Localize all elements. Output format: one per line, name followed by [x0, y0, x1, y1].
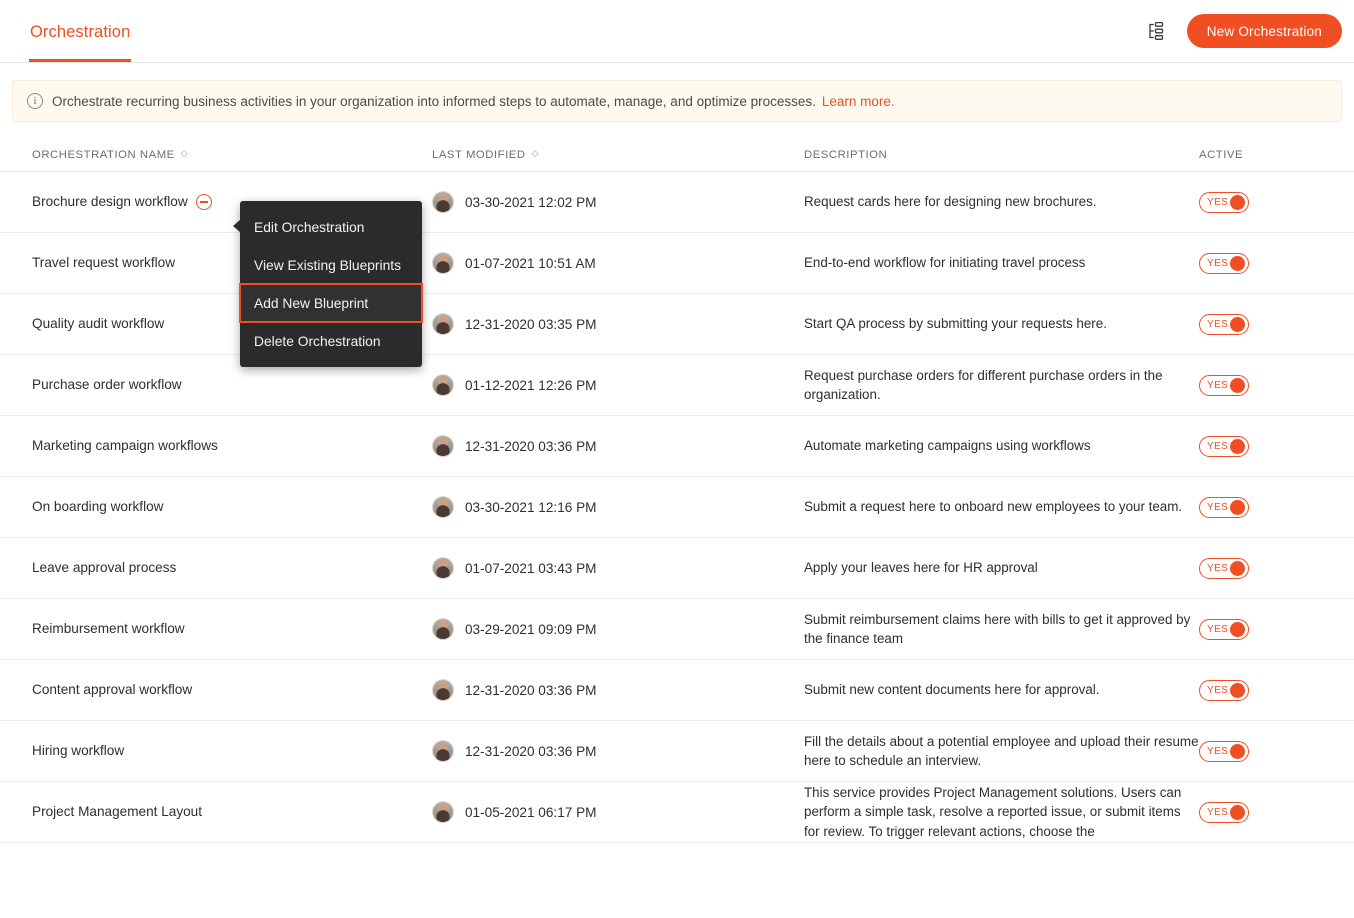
last-modified-label: 01-12-2021 12:26 PM: [465, 377, 597, 393]
orchestration-name-label[interactable]: Content approval workflow: [32, 681, 193, 697]
orchestration-name-label[interactable]: Reimbursement workflow: [32, 620, 185, 636]
table-row[interactable]: [0, 172, 1354, 233]
sort-icon[interactable]: ◇: [531, 148, 540, 158]
cell-description: Submit new content documents here for approval.: [804, 682, 1100, 698]
cell-last-modified: [432, 557, 804, 579]
orchestration-name-label[interactable]: Leave approval process: [32, 559, 177, 575]
toggle-knob: [1230, 256, 1245, 271]
cell-last-modified: [432, 618, 804, 640]
avatar: [432, 313, 454, 335]
active-toggle-label: YES: [1207, 501, 1229, 513]
avatar: [432, 618, 454, 640]
list-settings-icon[interactable]: [1143, 18, 1169, 44]
toggle-knob: [1230, 561, 1245, 576]
sort-icon[interactable]: ◇: [180, 148, 189, 158]
cell-description: Request purchase orders for different purchase orders in the organization.: [804, 367, 1163, 402]
toggle-knob: [1230, 805, 1245, 820]
active-toggle-label: YES: [1207, 318, 1229, 330]
table-row[interactable]: [0, 660, 1354, 721]
active-toggle-label: YES: [1207, 562, 1229, 574]
orchestration-table: [0, 138, 1354, 843]
table-header-row: [0, 138, 1354, 172]
active-toggle[interactable]: [1199, 314, 1249, 335]
table-row[interactable]: [0, 294, 1354, 355]
active-toggle[interactable]: [1199, 741, 1249, 762]
active-toggle-label: YES: [1207, 623, 1229, 635]
cell-orchestration-name: [12, 803, 432, 821]
orchestration-name-label[interactable]: Hiring workflow: [32, 742, 125, 758]
table-row[interactable]: [0, 355, 1354, 416]
column-label: LAST MODIFIED: [432, 148, 526, 161]
table-body: [0, 172, 1354, 843]
cell-orchestration-name: [12, 620, 432, 638]
active-toggle[interactable]: [1199, 436, 1249, 457]
learn-more-link[interactable]: Learn more.: [821, 93, 895, 109]
cell-last-modified: [432, 740, 804, 762]
cell-orchestration-name: [12, 742, 432, 760]
orchestration-name-label[interactable]: Travel request workflow: [32, 254, 176, 270]
cell-active: [1199, 436, 1334, 457]
last-modified-label: 12-31-2020 03:36 PM: [465, 682, 597, 698]
page-header: [0, 0, 1354, 63]
context-menu-item[interactable]: Add New Blueprint: [240, 284, 422, 322]
toggle-knob: [1230, 744, 1245, 759]
header-actions: [1143, 14, 1342, 48]
cell-last-modified: [432, 435, 804, 457]
cell-orchestration-name: [12, 376, 432, 394]
orchestration-name-label[interactable]: Brochure design workflow: [32, 193, 188, 209]
cell-last-modified: [432, 679, 804, 701]
cell-active: [1199, 375, 1334, 396]
cell-description: Submit a request here to onboard new employees to your team.: [804, 499, 1183, 515]
cell-active: [1199, 558, 1334, 579]
active-toggle-label: YES: [1207, 684, 1229, 696]
last-modified-label: 01-05-2021 06:17 PM: [465, 804, 597, 820]
tab-orchestration[interactable]: [30, 1, 130, 62]
table-row[interactable]: [0, 721, 1354, 782]
context-menu-item[interactable]: View Existing Blueprints: [254, 257, 401, 273]
active-toggle-label: YES: [1207, 379, 1229, 391]
cell-description: Automate marketing campaigns using workflows: [804, 438, 1091, 454]
last-modified-label: 12-31-2020 03:36 PM: [465, 743, 597, 759]
active-toggle[interactable]: [1199, 497, 1249, 518]
menu-caret: [233, 219, 241, 233]
cell-last-modified: [432, 374, 804, 396]
active-toggle[interactable]: [1199, 680, 1249, 701]
cell-active: [1199, 619, 1334, 640]
orchestration-name-label[interactable]: On boarding workflow: [32, 498, 164, 514]
avatar: [432, 252, 454, 274]
cell-description: This service provides Project Management solutions. Users can perform a simple task, resolve a reported issue, or submit items for review. To trigger relevant actions, choose the: [804, 785, 1182, 839]
table-row[interactable]: [0, 416, 1354, 477]
new-orchestration-button[interactable]: New Orchestration: [1187, 14, 1342, 48]
cell-active: [1199, 314, 1334, 335]
orchestration-name-label[interactable]: Project Management Layout: [32, 803, 203, 819]
active-toggle-label: YES: [1207, 745, 1229, 757]
column-label: ACTIVE: [1199, 148, 1244, 161]
avatar: [432, 801, 454, 823]
avatar: [432, 557, 454, 579]
table-row[interactable]: [0, 782, 1354, 843]
toggle-knob: [1230, 378, 1245, 393]
toggle-knob: [1230, 317, 1245, 332]
cell-active: [1199, 192, 1334, 213]
orchestration-name-label[interactable]: Quality audit workflow: [32, 315, 165, 331]
column-header-active: [1199, 149, 1334, 161]
table-row[interactable]: [0, 233, 1354, 294]
avatar: [432, 496, 454, 518]
cell-orchestration-name: [12, 559, 432, 577]
avatar: [432, 374, 454, 396]
last-modified-label: 12-31-2020 03:36 PM: [465, 438, 597, 454]
row-context-menu: [240, 201, 422, 367]
active-toggle-label: YES: [1207, 257, 1229, 269]
toggle-knob: [1230, 622, 1245, 637]
avatar: [432, 679, 454, 701]
info-banner: [12, 80, 1342, 122]
table-row[interactable]: [0, 599, 1354, 660]
orchestration-name-label[interactable]: Marketing campaign workflows: [32, 437, 218, 453]
active-toggle[interactable]: [1199, 802, 1249, 823]
avatar: [432, 191, 454, 213]
last-modified-label: 03-30-2021 12:02 PM: [465, 194, 597, 210]
cell-last-modified: [432, 252, 804, 274]
cell-active: [1199, 497, 1334, 518]
last-modified-label: 01-07-2021 03:43 PM: [465, 560, 597, 576]
cell-orchestration-name: [12, 498, 432, 516]
cell-last-modified: [432, 801, 804, 823]
cell-active: [1199, 680, 1334, 701]
column-header-description: [804, 149, 1199, 161]
cell-description: Request cards here for designing new brochures.: [804, 194, 1097, 210]
active-toggle-label: YES: [1207, 806, 1229, 818]
column-label: DESCRIPTION: [804, 148, 888, 161]
column-header-last-modified[interactable]: [432, 149, 804, 161]
last-modified-label: 03-29-2021 09:09 PM: [465, 621, 597, 637]
cell-orchestration-name: [12, 681, 432, 699]
last-modified-label: 12-31-2020 03:35 PM: [465, 316, 597, 332]
last-modified-label: 01-07-2021 10:51 AM: [465, 255, 596, 271]
orchestration-name-label[interactable]: Purchase order workflow: [32, 376, 182, 392]
banner-text: Orchestrate recurring business activities in your organization into informed steps to automate, manage, and optimize processes.: [52, 93, 816, 109]
column-label: ORCHESTRATION NAME: [32, 148, 175, 161]
cell-description: Apply your leaves here for HR approval: [804, 560, 1038, 576]
active-toggle[interactable]: [1199, 619, 1249, 640]
active-toggle-label: YES: [1207, 440, 1229, 452]
toggle-knob: [1230, 500, 1245, 515]
info-icon: i: [27, 93, 43, 109]
cell-last-modified: [432, 191, 804, 213]
avatar: [432, 435, 454, 457]
cell-description: Fill the details about a potential employee and upload their resume here to schedule an interview.: [804, 733, 1199, 768]
avatar: [432, 740, 454, 762]
cell-active: [1199, 802, 1334, 823]
cell-orchestration-name: [12, 437, 432, 455]
active-toggle[interactable]: [1199, 375, 1249, 396]
active-toggle[interactable]: [1199, 253, 1249, 274]
toggle-knob: [1230, 195, 1245, 210]
context-menu-item[interactable]: Edit Orchestration: [254, 219, 365, 235]
cell-description: End-to-end workflow for initiating travel process: [804, 255, 1086, 271]
toggle-knob: [1230, 683, 1245, 698]
cell-description: Submit reimbursement claims here with bills to get it approved by the finance team: [804, 611, 1191, 646]
toggle-knob: [1230, 439, 1245, 454]
cell-description: Start QA process by submitting your requests here.: [804, 316, 1107, 332]
last-modified-label: 03-30-2021 12:16 PM: [465, 499, 597, 515]
cell-active: [1199, 253, 1334, 274]
active-toggle[interactable]: [1199, 558, 1249, 579]
row-actions-icon[interactable]: [196, 194, 212, 210]
table-row[interactable]: [0, 477, 1354, 538]
table-row[interactable]: [0, 538, 1354, 599]
active-toggle-label: YES: [1207, 196, 1229, 208]
context-menu-item[interactable]: Delete Orchestration: [254, 333, 381, 349]
active-toggle[interactable]: [1199, 192, 1249, 213]
cell-last-modified: [432, 313, 804, 335]
page-title: Orchestration: [30, 22, 131, 41]
column-header-orchestration-name[interactable]: [12, 149, 432, 161]
cell-last-modified: [432, 496, 804, 518]
cell-active: [1199, 741, 1334, 762]
